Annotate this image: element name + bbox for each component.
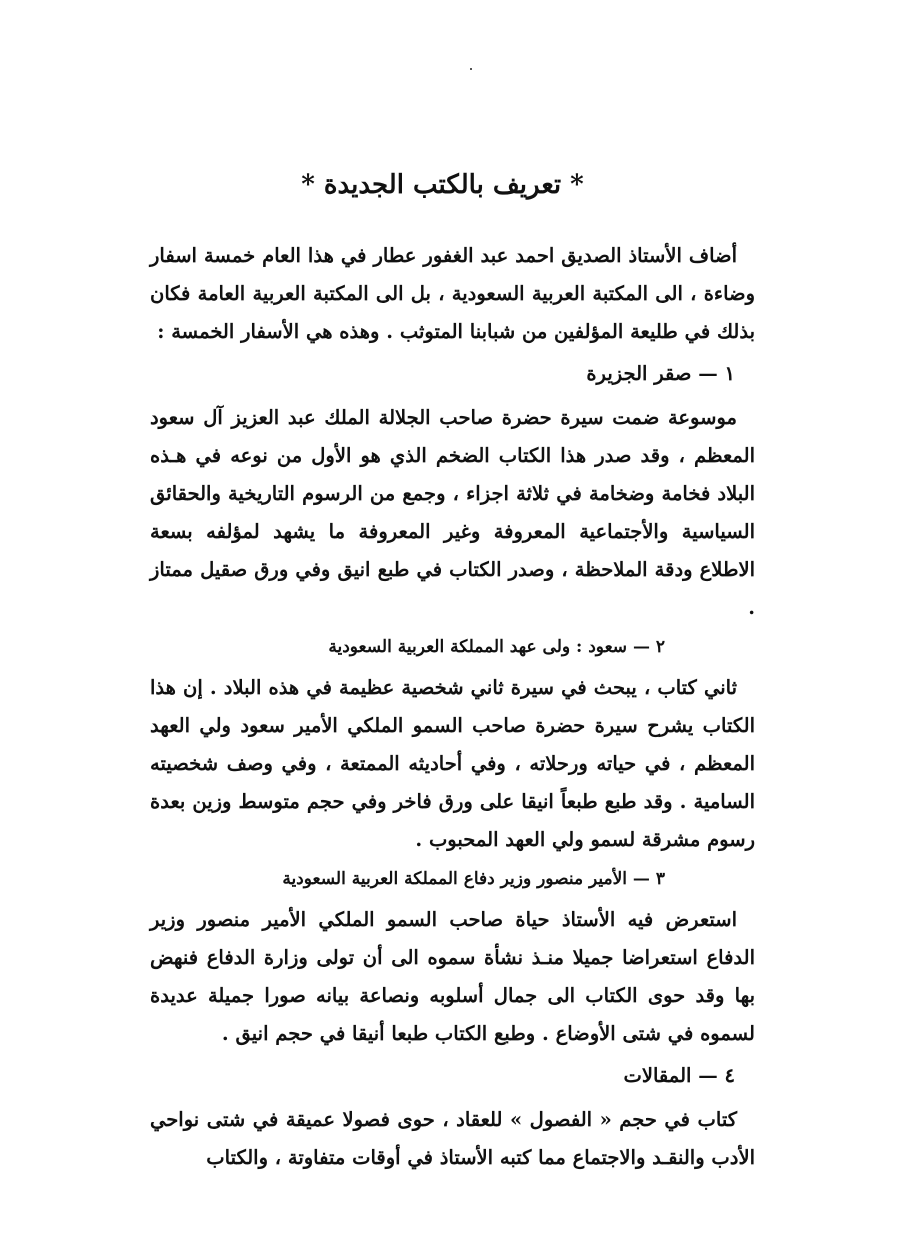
page-title: * تعريف بالكتب الجديدة * bbox=[301, 170, 584, 200]
intro-paragraph: أضاف الأستاذ الصديق احمد عبد الغفور عطار في هذا العام خمسة اسفار وضاءة ، الى المكتبة العربية السعودية ، بل الى المكتبة العربية العامة فكان بذلك في طليعة المؤلفين من شبابنا المتوثب . وهذه هي الأسفار الخمسة : bbox=[150, 244, 755, 343]
book-1-heading: ١ — صقر الجزيرة bbox=[586, 362, 735, 385]
document-page bbox=[150, 165, 755, 1177]
scan-speck bbox=[470, 68, 472, 70]
book-3-heading: ٣ — الأمير منصور وزير دفاع المملكة العربية السعودية bbox=[282, 869, 665, 889]
book-3-body: استعرض فيه الأستاذ حياة صاحب السمو الملكي الأمير منصور وزير الدفاع استعراضا جميلا منـذ نشأة سموه الى أن تولى وزارة الدفاع فنهض بها وقد حوى الكتاب الى جمال أسلوبه ونصاعة بيانه صورا جميلة عديدة لسموه في شتى الأوضاع . وطبع الكتاب طبعا أنيقا في حجم انيق . bbox=[150, 908, 755, 1045]
book-4-heading: ٤ — المقالات bbox=[623, 1064, 735, 1087]
book-1-body: موسوعة ضمت سيرة حضرة صاحب الجلالة الملك عبد العزيز آل سعود المعظم ، وقد صدر هذا الكتاب الضخم الذي هو الأول من نوعه في هـذه البلاد فخامة وضخامة في ثلاثة اجزاء ، وجمع من الرسوم التاريخية والحقائق السياسية والأجتماعية المعروفة وغير المعروفة ما يشهد لمؤلفه بسعة الاطلاع ودقة الملاحظة ، وصدر الكتاب في طبع انيق وفي ورق صقيل ممتاز . bbox=[150, 406, 755, 619]
book-2-body: ثاني كتاب ، يبحث في سيرة ثاني شخصية عظيمة في هذه البلاد . إن هذا الكتاب يشرح سيرة حضرة صاحب السمو الملكي الأمير سعود ولي العهد المعظم ، في حياته ورحلاته ، وفي أحاديثه الممتعة ، وفي وصف شخصيته السامية . وقد طبع طبعاً انيقا على ورق فاخر وفي حجم متوسط وزين بعدة رسوم مشرقة لسمو ولي العهد المحبوب . bbox=[150, 676, 755, 851]
book-4-body: كتاب في حجم « الفصول » للعقاد ، حوى فصولا عميقة في شتى نواحي الأدب والنقـد والاجتماع مما كتبه الأستاذ في أوقات متفاوتة ، والكتاب bbox=[150, 1108, 755, 1169]
book-2-heading: ٢ — سعود : ولى عهد المملكة العربية السعودية bbox=[328, 637, 665, 657]
